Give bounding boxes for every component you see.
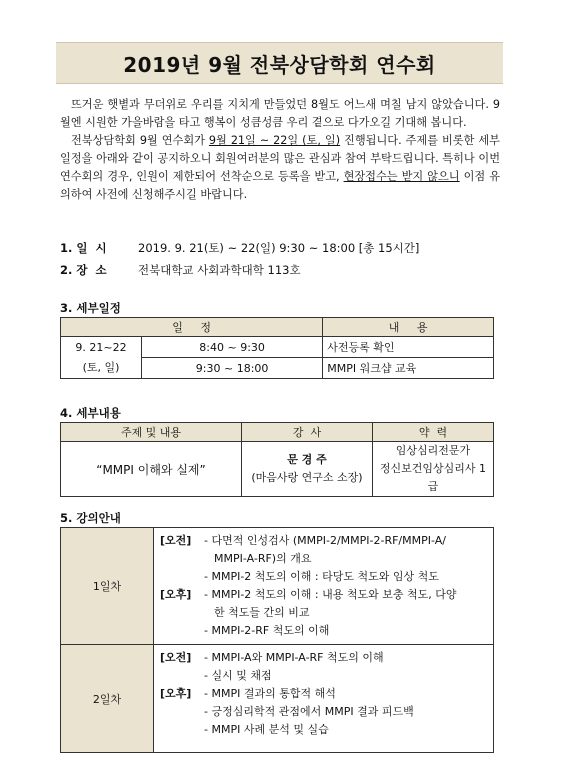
details-col-topic: 주제 및 내용	[61, 423, 242, 442]
schedule-content: 사전등록 확인	[323, 337, 494, 358]
day1-label: 1일차	[61, 528, 154, 645]
lecture-item: MMPI-A-RF)의 개요	[214, 552, 312, 565]
schedule-col-date: 일 정	[61, 318, 323, 337]
place-label: 2. 장 소	[60, 263, 107, 277]
intro-p2-part: 전북상담학회 9월 연수회가	[71, 134, 209, 147]
lecture-item: - MMPI 결과의 통합적 해석	[204, 687, 336, 700]
schedule-content: MMPI 워크샵 교육	[323, 358, 494, 379]
schedule-day-cell	[61, 337, 142, 379]
lecture-item: - MMPI-A와 MMPI-A-RF 척도의 이해	[204, 651, 384, 664]
lecture-item: - 실시 및 채점	[204, 669, 272, 682]
title-banner	[56, 42, 503, 84]
am-tag: [오전]	[160, 651, 192, 664]
schedule-day-line: (토, 일)	[82, 360, 120, 374]
intro-p2-part: 진행됩니다. 주제를 비롯한 세부일정을 아래와 같이 공지하오니 회원여러분의 많은 관심과 참여 부탁드립니다. 특히나 이번 연수회의 경우, 인원이 제한되어 선착순으로 등록을 받고,	[60, 134, 500, 183]
lecture-item: - 다면적 인성검사 (MMPI-2/MMPI-2-RF/MMPI-A/	[204, 534, 446, 547]
onsite-note-underlined: 현장접수는 받지 않으니	[343, 170, 460, 183]
place-info	[60, 262, 301, 278]
intro-text	[60, 96, 500, 204]
lecture-item: 한 척도들 간의 비교	[214, 606, 310, 619]
day2-content	[154, 645, 494, 753]
details-col-profile: 약 력	[373, 423, 494, 442]
lecturer-name: 문 경 주	[287, 453, 327, 466]
intro-p2-part: 이점 유의하여 사전에 신청해주시길 바랍니다.	[60, 170, 500, 201]
date-info	[60, 240, 419, 256]
details-lecturer-cell	[242, 442, 373, 497]
schedule-time: 8:40 ~ 9:30	[142, 337, 323, 358]
event-date-underlined: 9월 21일 ~ 22일 (토, 일)	[208, 134, 341, 147]
schedule-section-title: 3. 세부일정	[60, 301, 121, 315]
lecture-item: - MMPI-2 척도의 이해 : 타당도 척도와 임상 척도	[204, 570, 439, 583]
profile-line: 임상심리전문가	[395, 444, 471, 457]
am-tag: [오전]	[160, 534, 192, 547]
page-title: 2019년 9월 전북상담학회 연수회	[123, 52, 436, 77]
details-topic: “MMPI 이해와 실제”	[61, 442, 242, 497]
date-label: 1. 일 시	[60, 241, 107, 255]
lecturer-org: (마음사랑 연구소 소장)	[251, 471, 363, 484]
details-profile-cell	[373, 442, 494, 497]
place-value: 전북대학교 사회과학대학 113호	[138, 263, 301, 277]
lectures-section-title: 5. 강의안내	[60, 511, 121, 525]
schedule-day-line: 9. 21~22	[75, 340, 127, 354]
details-table	[60, 422, 494, 497]
lectures-table	[60, 527, 494, 753]
lecture-item: - MMPI-2-RF 척도의 이해	[204, 624, 330, 637]
lecture-item: - MMPI 사례 분석 및 실습	[204, 723, 329, 736]
profile-line: 정신보건임상심리사 1급	[379, 462, 487, 493]
schedule-table	[60, 317, 494, 379]
schedule-col-content: 내 용	[323, 318, 494, 337]
lecture-item: - 긍정심리학적 관점에서 MMPI 결과 피드백	[204, 705, 414, 718]
intro-paragraph-1: 뜨거운 햇볕과 무더위로 우리를 지치게 만들었던 8월도 어느새 며칠 남지 않았습니다. 9월엔 시원한 가을바람을 타고 행복이 성큼성큼 우리 곁으로 다가오길 기대해 봅니다.	[60, 98, 500, 129]
schedule-time: 9:30 ~ 18:00	[142, 358, 323, 379]
details-col-lecturer: 강 사	[242, 423, 373, 442]
intro-paragraph-2	[60, 132, 500, 204]
pm-tag: [오후]	[160, 687, 192, 700]
date-value: 2019. 9. 21(토) ~ 22(일) 9:30 ~ 18:00 [총 15시간]	[138, 241, 420, 255]
lecture-item: - MMPI-2 척도의 이해 : 내용 척도와 보충 척도, 다양	[204, 588, 457, 601]
day1-content	[154, 528, 494, 645]
details-section-title: 4. 세부내용	[60, 406, 121, 420]
day2-label: 2일차	[61, 645, 154, 753]
pm-tag: [오후]	[160, 588, 192, 601]
